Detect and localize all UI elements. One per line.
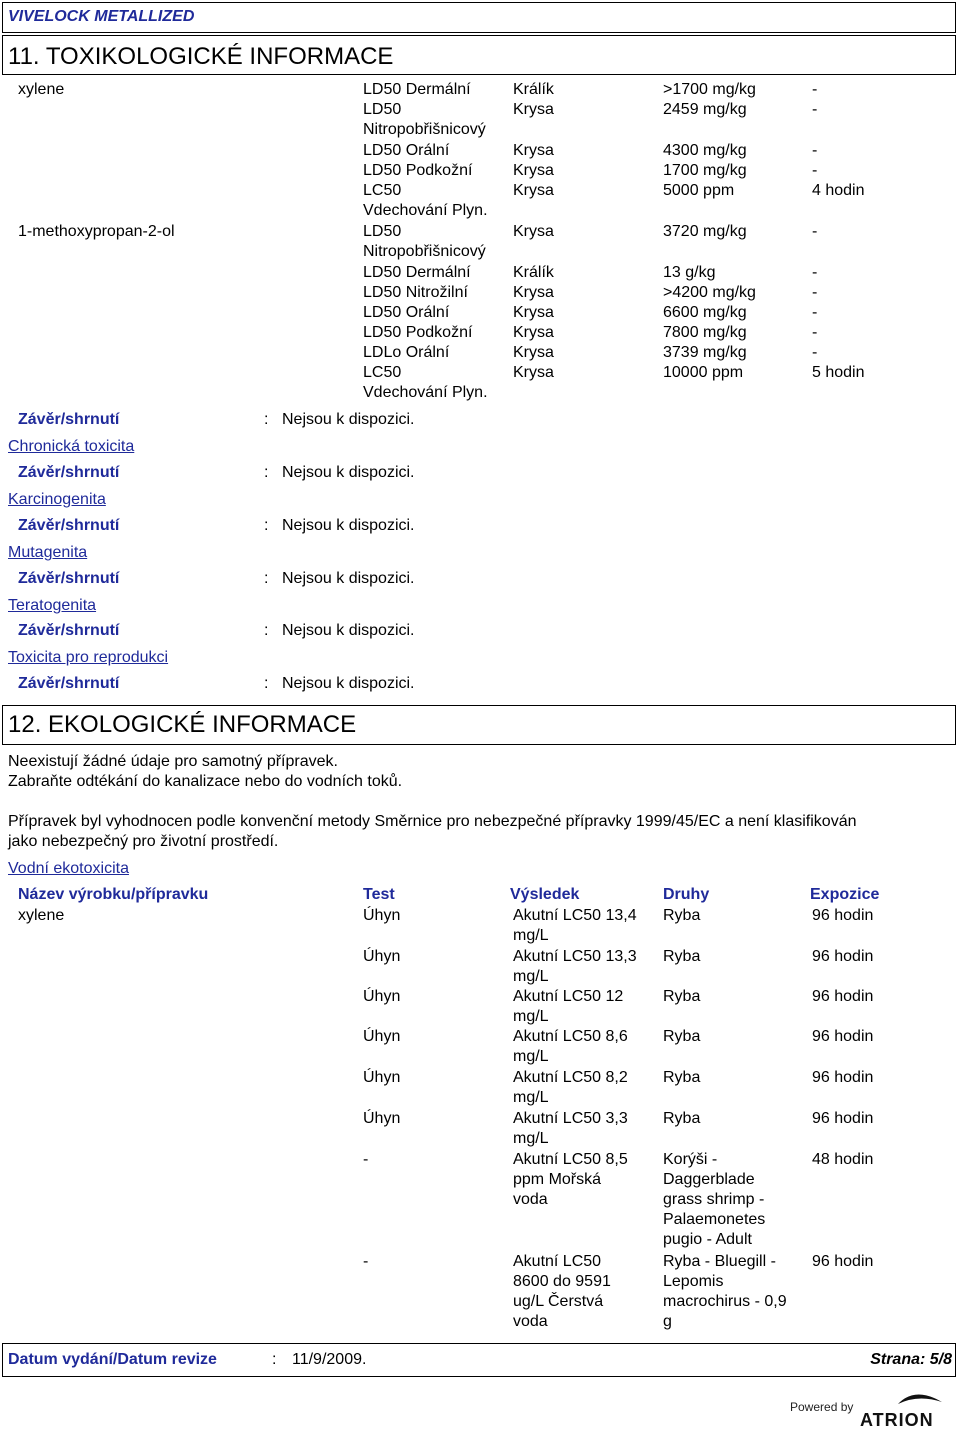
eco-result: mg/L xyxy=(513,1130,549,1147)
summary-label: Závěr/shrnutí xyxy=(18,675,120,692)
eco-result: voda xyxy=(513,1313,548,1330)
tox-species: Králík xyxy=(513,264,554,281)
tox-species: Krysa xyxy=(513,344,554,361)
eco-exposure: 96 hodin xyxy=(812,907,874,924)
eco-exposure: 96 hodin xyxy=(812,988,874,1005)
product-name: VIVELOCK METALLIZED xyxy=(8,8,195,25)
summary-colon: : xyxy=(264,517,269,534)
summary-label: Závěr/shrnutí xyxy=(18,464,120,481)
tox-species: Krysa xyxy=(513,223,554,240)
eco-result: mg/L xyxy=(513,1008,549,1025)
subsection-heading: Mutagenita xyxy=(8,544,88,561)
eco-species: Ryba - Bluegill - xyxy=(663,1253,776,1270)
eco-test: Úhyn xyxy=(363,948,401,965)
eco-exposure: 96 hodin xyxy=(812,1110,874,1127)
eco-species: g xyxy=(663,1313,672,1330)
tox-test: LDLo Orální xyxy=(363,344,450,361)
summary-colon: : xyxy=(264,622,269,639)
summary-colon: : xyxy=(264,675,269,692)
tox-result: 7800 mg/kg xyxy=(663,324,747,341)
footer-date-label: Datum vydání/Datum revize xyxy=(8,1351,217,1368)
eco-result: Akutní LC50 3,3 xyxy=(513,1110,628,1127)
tox-species: Krysa xyxy=(513,142,554,159)
tox-result: 10000 ppm xyxy=(663,364,744,381)
tox-result: >4200 mg/kg xyxy=(663,284,756,301)
eco-species: pugio - Adult xyxy=(663,1231,752,1248)
eco-species: Ryba xyxy=(663,948,701,965)
svg-text:ATRION: ATRION xyxy=(860,1410,934,1428)
tox-species: Králík xyxy=(513,81,554,98)
eco-column-header: Výsledek xyxy=(510,886,580,903)
tox-result: 3739 mg/kg xyxy=(663,344,747,361)
tox-exposure: - xyxy=(812,162,818,179)
summary-label: Závěr/shrnutí xyxy=(18,622,120,639)
eco-species: Ryba xyxy=(663,988,701,1005)
eco-paragraph-line-1: Přípravek byl vyhodnocen podle konvenční metody Směrnice pro nebezpečné přípravky 1999/45/EC a není klasifikován xyxy=(8,813,857,830)
tox-test: LD50 xyxy=(363,101,402,118)
eco-species: Ryba xyxy=(663,1028,701,1045)
eco-exposure: 48 hodin xyxy=(812,1151,874,1168)
tox-test-cont: Nitropobřišnicový xyxy=(363,243,486,260)
tox-species: Krysa xyxy=(513,304,554,321)
tox-exposure: 5 hodin xyxy=(812,364,865,381)
eco-exposure: 96 hodin xyxy=(812,948,874,965)
section-12-title: 12. EKOLOGICKÉ INFORMACE xyxy=(8,711,357,738)
tox-species: Krysa xyxy=(513,182,554,199)
eco-column-header: Expozice xyxy=(810,886,880,903)
summary-colon: : xyxy=(264,570,269,587)
eco-test: Úhyn xyxy=(363,907,401,924)
eco-species: Ryba xyxy=(663,1069,701,1086)
eco-result: voda xyxy=(513,1191,548,1208)
eco-result: ppm Mořská xyxy=(513,1171,602,1188)
summary-colon: : xyxy=(264,464,269,481)
eco-species: Palaemonetes xyxy=(663,1211,766,1228)
eco-exposure: 96 hodin xyxy=(812,1069,874,1086)
eco-result: Akutní LC50 13,4 xyxy=(513,907,637,924)
tox-result: 3720 mg/kg xyxy=(663,223,747,240)
tox-exposure: - xyxy=(812,304,818,321)
summary-value: Nejsou k dispozici. xyxy=(282,570,415,587)
tox-test: LD50 Orální xyxy=(363,304,450,321)
footer-date-value: 11/9/2009. xyxy=(292,1351,367,1368)
eco-paragraph-line-2: jako nebezpečný pro životní prostředí. xyxy=(8,833,279,850)
tox-exposure: 4 hodin xyxy=(812,182,865,199)
eco-column-header: Druhy xyxy=(663,886,710,903)
eco-test: Úhyn xyxy=(363,1110,401,1127)
eco-substance-name: xylene xyxy=(18,907,65,924)
subsection-heading: Karcinogenita xyxy=(8,491,106,508)
subsection-heading: Teratogenita xyxy=(8,597,97,614)
eco-result: Akutní LC50 13,3 xyxy=(513,948,637,965)
eco-result: 8600 do 9591 xyxy=(513,1273,611,1290)
summary-colon: : xyxy=(264,411,269,428)
eco-test: Úhyn xyxy=(363,988,401,1005)
eco-species: grass shrimp - xyxy=(663,1191,765,1208)
eco-exposure: 96 hodin xyxy=(812,1253,874,1270)
summary-value: Nejsou k dispozici. xyxy=(282,517,415,534)
eco-exposure: 96 hodin xyxy=(812,1028,874,1045)
tox-test: LD50 Dermální xyxy=(363,264,471,281)
eco-species: Daggerblade xyxy=(663,1171,755,1188)
eco-species: macrochirus - 0,9 xyxy=(663,1293,787,1310)
section-11-title: 11. TOXIKOLOGICKÉ INFORMACE xyxy=(8,43,394,70)
eco-result: mg/L xyxy=(513,1089,549,1106)
eco-column-header: Název výrobku/přípravku xyxy=(18,886,209,903)
tox-test: LD50 Podkožní xyxy=(363,162,473,179)
tox-test: LD50 Nitrožilní xyxy=(363,284,468,301)
tox-result: 5000 ppm xyxy=(663,182,735,199)
footer-colon: : xyxy=(272,1351,277,1368)
eco-result: mg/L xyxy=(513,1048,549,1065)
eco-result: Akutní LC50 xyxy=(513,1253,602,1270)
tox-species: Krysa xyxy=(513,324,554,341)
tox-result: >1700 mg/kg xyxy=(663,81,756,98)
eco-species: Ryba xyxy=(663,907,701,924)
tox-exposure: - xyxy=(812,264,818,281)
tox-exposure: - xyxy=(812,344,818,361)
tox-test: LD50 Podkožní xyxy=(363,324,473,341)
eco-test: Úhyn xyxy=(363,1069,401,1086)
tox-test: LC50 xyxy=(363,364,402,381)
tox-exposure: - xyxy=(812,223,818,240)
summary-label: Závěr/shrnutí xyxy=(18,517,120,534)
eco-test: Úhyn xyxy=(363,1028,401,1045)
tox-substance-name: 1-methoxypropan-2-ol xyxy=(18,223,175,240)
eco-result: Akutní LC50 8,5 xyxy=(513,1151,628,1168)
summary-value: Nejsou k dispozici. xyxy=(282,622,415,639)
eco-column-header: Test xyxy=(363,886,395,903)
subsection-heading: Toxicita pro reprodukci xyxy=(8,649,169,666)
tox-result: 13 g/kg xyxy=(663,264,716,281)
tox-exposure: - xyxy=(812,142,818,159)
tox-result: 4300 mg/kg xyxy=(663,142,747,159)
eco-result: Akutní LC50 8,6 xyxy=(513,1028,628,1045)
eco-species: Lepomis xyxy=(663,1273,724,1290)
atrion-logo-mark xyxy=(790,1392,950,1428)
subsection-heading: Chronická toxicita xyxy=(8,438,135,455)
tox-test: LD50 Dermální xyxy=(363,81,471,98)
eco-result: Akutní LC50 8,2 xyxy=(513,1069,628,1086)
tox-test-cont: Nitropobřišnicový xyxy=(363,121,486,138)
summary-value: Nejsou k dispozici. xyxy=(282,675,415,692)
page-number: Strana: 5/8 xyxy=(870,1351,952,1368)
eco-result: mg/L xyxy=(513,927,549,944)
eco-result: mg/L xyxy=(513,968,549,985)
tox-exposure: - xyxy=(812,324,818,341)
eco-note-1: Neexistují žádné údaje pro samotný přípravek. xyxy=(8,753,338,770)
eco-result: ug/L Čerstvá xyxy=(513,1293,604,1310)
eco-species: Korýši - xyxy=(663,1151,718,1168)
summary-value: Nejsou k dispozici. xyxy=(282,411,415,428)
eco-test: - xyxy=(363,1253,369,1270)
tox-test: LD50 Orální xyxy=(363,142,450,159)
summary-label: Závěr/shrnutí xyxy=(18,411,120,428)
summary-value: Nejsou k dispozici. xyxy=(282,464,415,481)
tox-result: 1700 mg/kg xyxy=(663,162,747,179)
tox-species: Krysa xyxy=(513,101,554,118)
aquatic-ecotoxicity-heading: Vodní ekotoxicita xyxy=(8,860,129,877)
eco-species: Ryba xyxy=(663,1110,701,1127)
tox-species: Krysa xyxy=(513,284,554,301)
tox-substance-name: xylene xyxy=(18,81,65,98)
atrion-logo xyxy=(790,1392,950,1426)
eco-test: - xyxy=(363,1151,369,1168)
tox-species: Krysa xyxy=(513,162,554,179)
tox-test: LC50 xyxy=(363,182,402,199)
tox-result: 2459 mg/kg xyxy=(663,101,747,118)
tox-test-cont: Vdechování Plyn. xyxy=(363,384,488,401)
powered-by-text: Powered by xyxy=(790,1400,854,1414)
summary-label: Závěr/shrnutí xyxy=(18,570,120,587)
tox-test-cont: Vdechování Plyn. xyxy=(363,202,488,219)
tox-result: 6600 mg/kg xyxy=(663,304,747,321)
tox-exposure: - xyxy=(812,284,818,301)
tox-exposure: - xyxy=(812,101,818,118)
tox-species: Krysa xyxy=(513,364,554,381)
tox-test: LD50 xyxy=(363,223,402,240)
eco-note-2: Zabraňte odtékání do kanalizace nebo do vodních toků. xyxy=(8,773,403,790)
tox-exposure: - xyxy=(812,81,818,98)
eco-result: Akutní LC50 12 xyxy=(513,988,624,1005)
